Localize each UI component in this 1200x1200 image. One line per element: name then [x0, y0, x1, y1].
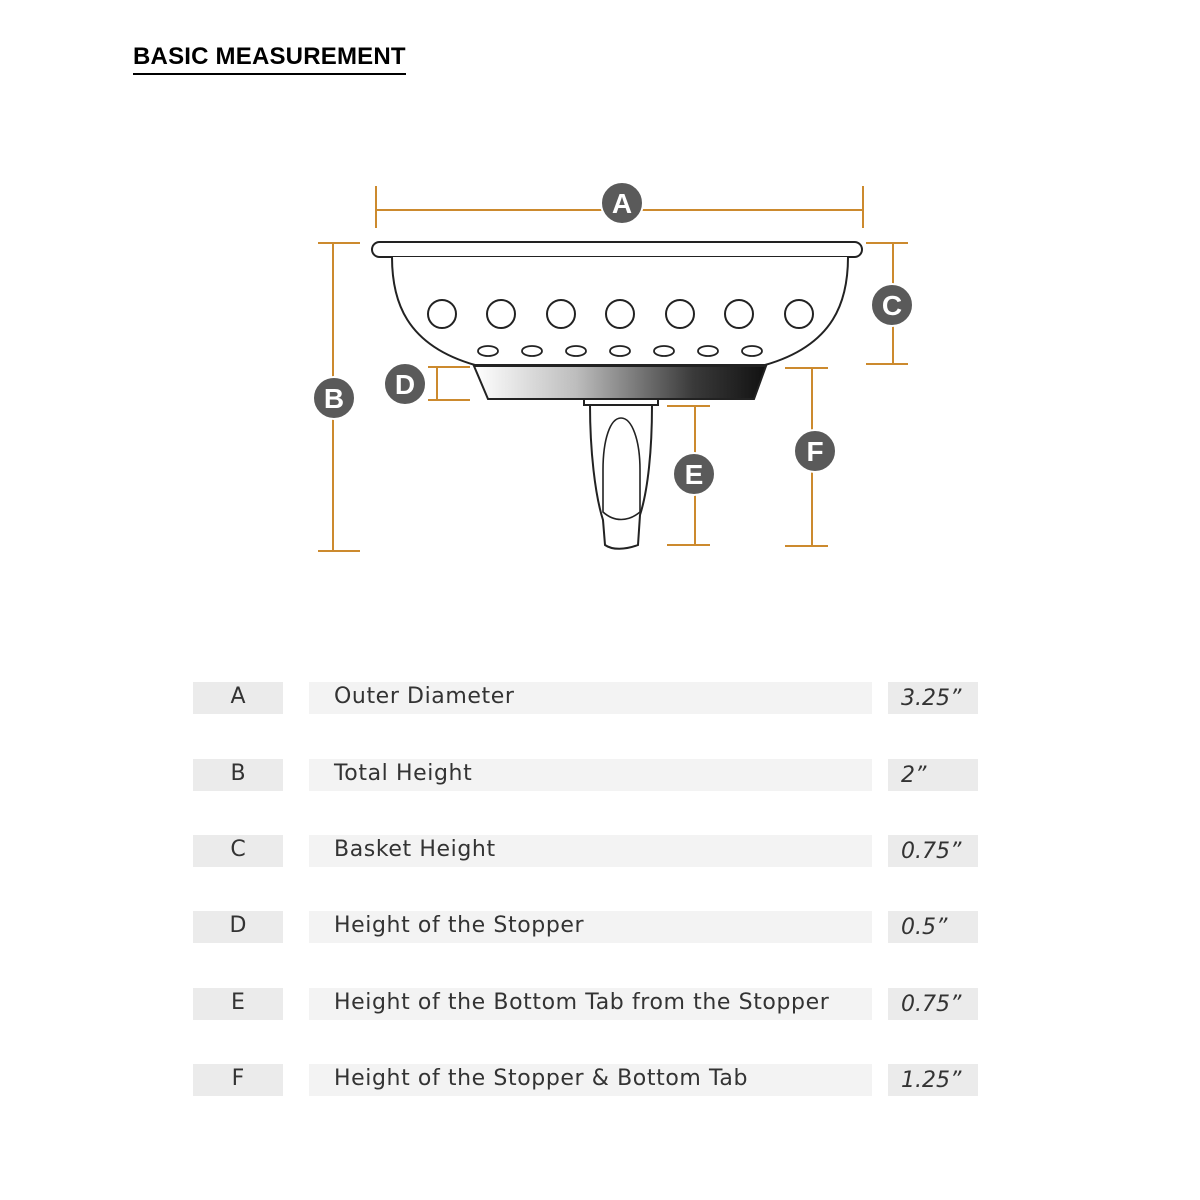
row-key: C: [193, 835, 283, 867]
row-value: 0.75”: [888, 988, 978, 1020]
row-key: A: [193, 682, 283, 714]
page-title: BASIC MEASUREMENT: [133, 42, 406, 75]
row-label: Height of the Stopper: [309, 911, 872, 943]
table-row: [0, 911, 1200, 943]
marker-b: [313, 377, 355, 419]
marker-e: [673, 453, 715, 495]
row-key: B: [193, 759, 283, 791]
basket-slot: [566, 346, 586, 356]
row-key: F: [193, 1064, 283, 1096]
basket-slot: [478, 346, 498, 356]
row-label: Basket Height: [309, 835, 872, 867]
marker-e-label: E: [684, 459, 704, 490]
basket-hole: [666, 300, 694, 328]
row-value: 3.25”: [888, 682, 978, 714]
basket-hole: [785, 300, 813, 328]
marker-b-label: B: [323, 383, 345, 414]
marker-c-label: C: [881, 290, 903, 321]
basket-rim: [372, 242, 862, 257]
table-row: [0, 835, 1200, 867]
row-label: Height of the Bottom Tab from the Stopper: [309, 988, 872, 1020]
basket-hole: [547, 300, 575, 328]
row-key: E: [193, 988, 283, 1020]
stopper: [474, 366, 766, 399]
bottom-tab: [584, 399, 658, 549]
row-value: 2”: [888, 759, 978, 791]
marker-d: [384, 363, 426, 405]
marker-a-label: A: [611, 188, 633, 219]
basket-slot: [610, 346, 630, 356]
table-row: [0, 1064, 1200, 1096]
tab-inner: [603, 418, 640, 520]
basket-slot: [522, 346, 542, 356]
marker-d-label: D: [394, 369, 416, 400]
row-value: 0.75”: [888, 835, 978, 867]
table-row: [0, 759, 1200, 791]
basket-hole: [487, 300, 515, 328]
marker-c: [871, 284, 913, 326]
row-label: Outer Diameter: [309, 682, 872, 714]
table-row: [0, 682, 1200, 714]
row-value: 1.25”: [888, 1064, 978, 1096]
basket-hole: [725, 300, 753, 328]
basket-slot: [654, 346, 674, 356]
basket-hole: [428, 300, 456, 328]
row-value: 0.5”: [888, 911, 978, 943]
marker-f: [794, 430, 836, 472]
marker-f-label: F: [806, 436, 824, 467]
basket-hole: [606, 300, 634, 328]
basket-slot: [698, 346, 718, 356]
basket-slot: [742, 346, 762, 356]
row-label: Total Height: [309, 759, 872, 791]
table-row: [0, 988, 1200, 1020]
marker-a: [601, 182, 643, 224]
row-key: D: [193, 911, 283, 943]
row-label: Height of the Stopper & Bottom Tab: [309, 1064, 872, 1096]
